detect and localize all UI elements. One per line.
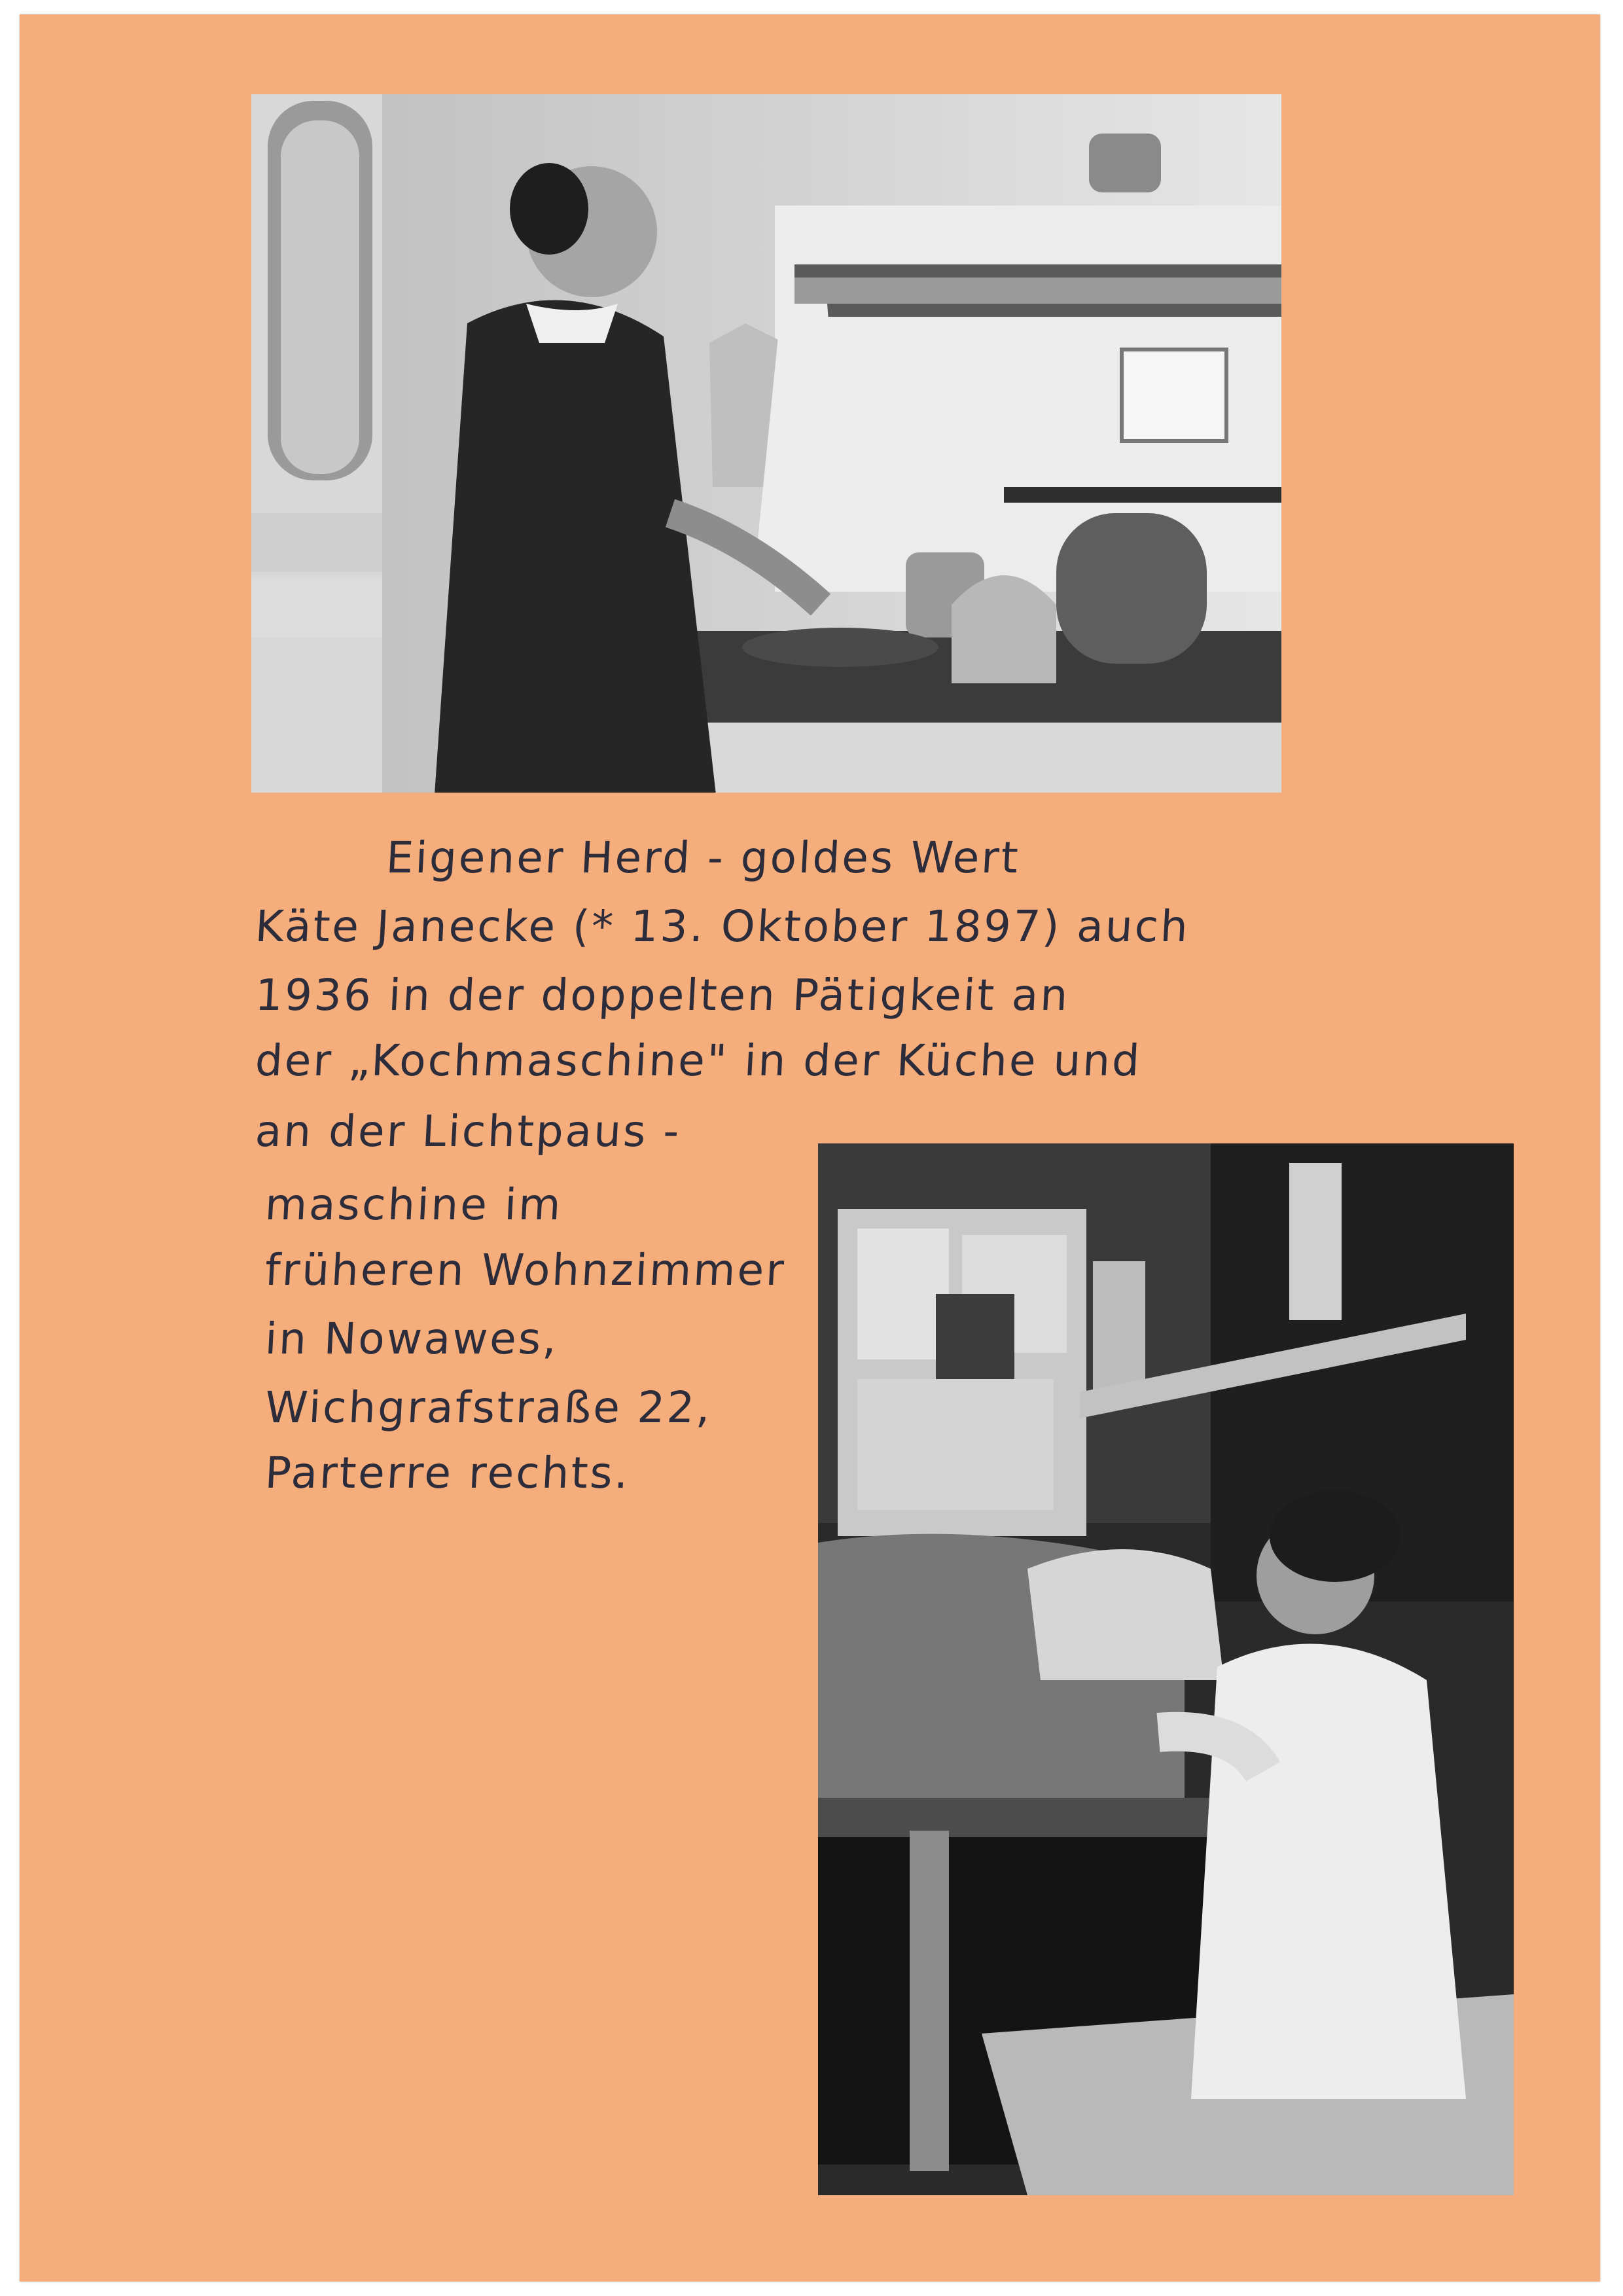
caption-line: 1936 in der doppelten Pätigkeit an — [253, 970, 1071, 1020]
caption-line: an der Lichtpaus - — [253, 1106, 683, 1157]
caption-line: Parterre rechts. — [263, 1448, 632, 1498]
caption-line: der „Kochmaschine" in der Küche und — [253, 1035, 1143, 1086]
album-page — [20, 14, 1600, 2282]
caption-line: Käte Janecke (* 13. Oktober 1897) auch — [253, 901, 1191, 952]
photo-kitchen — [251, 94, 1281, 793]
caption-line: früheren Wohnzimmer — [263, 1245, 787, 1295]
caption-line-title: Eigener Herd - goldes Wert — [384, 833, 1022, 883]
caption-line: maschine im — [263, 1179, 564, 1230]
photo-lightprint — [818, 1143, 1514, 2195]
caption-line: Wichgrafstraße 22, — [263, 1382, 713, 1433]
woman-cooking-icon — [251, 94, 1281, 793]
caption-line: in Nowawes, — [263, 1314, 560, 1364]
woman-at-lightprint-machine-icon — [818, 1143, 1514, 2195]
